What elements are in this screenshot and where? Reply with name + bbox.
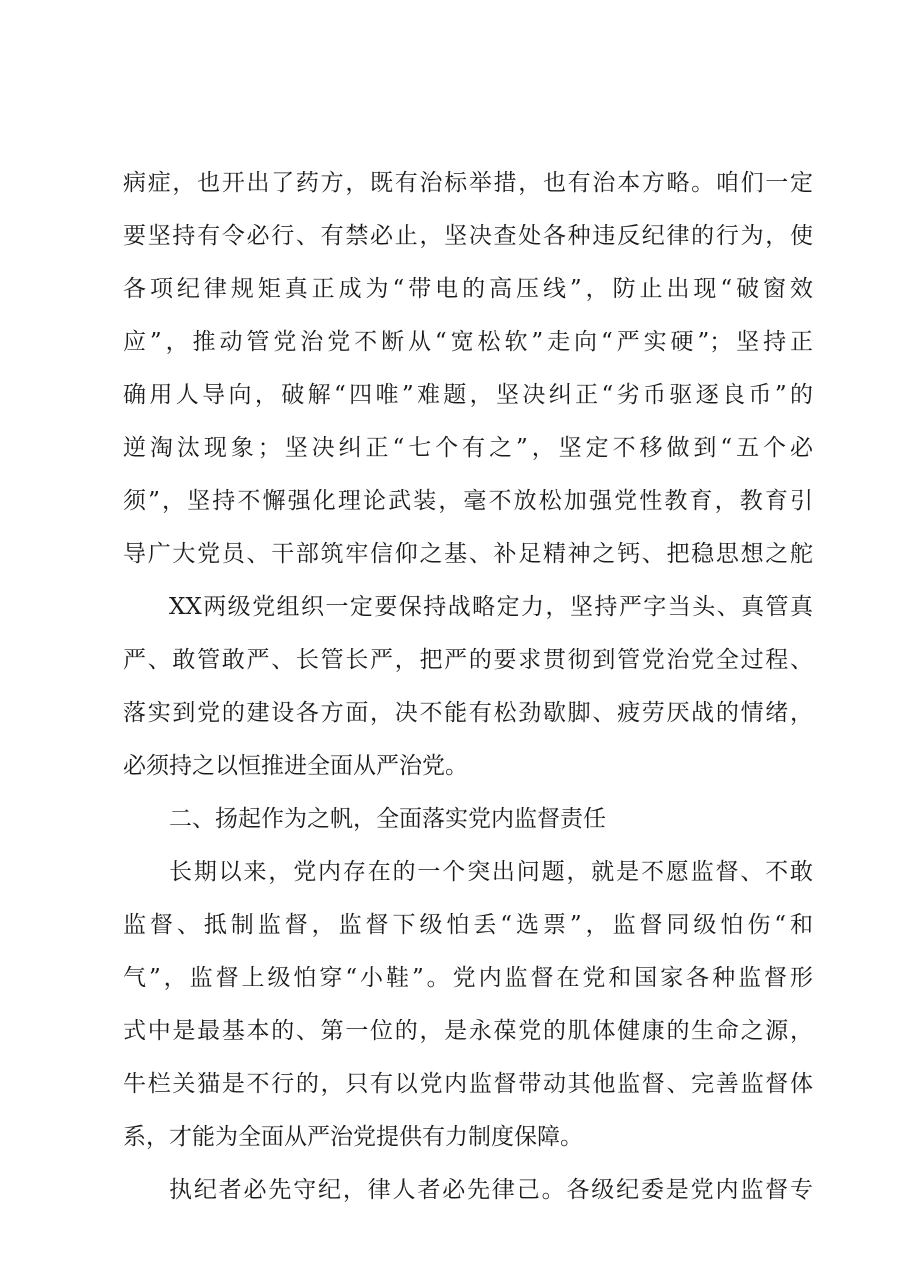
text-line: 导广大党员、干部筑牢信仰之基、补足精神之钙、把稳思想之舵: [123, 541, 813, 567]
text-line: 病症，也开出了药方，既有治标举措，也有治本方略。咱们一定: [123, 170, 813, 196]
paragraph-first-line: XX两级党组织一定要保持战略定力，坚持严字当头、真管真: [169, 594, 813, 620]
section-heading: 二、扬起作为之帆，全面落实党内监督责任: [169, 806, 606, 832]
text-line: 落实到党的建设各方面，决不能有松劲歇脚、疲劳厌战的情绪，: [123, 700, 813, 726]
text-line: 逆淘汰现象；坚决纠正“七个有之”，坚定不移做到“五个必: [123, 435, 813, 461]
text-line: 严、敢管敢严、长管长严，把严的要求贯彻到管党治党全过程、: [123, 647, 813, 673]
text-line: 确用人导向，破解“四唯”难题，坚决纠正“劣币驱逐良币”的: [123, 382, 813, 408]
text-line: 须”，坚持不懈强化理论武装，毫不放松加强党性教育，教育引: [123, 488, 813, 514]
paragraph-last-line: 必须持之以恒推进全面从严治党。: [123, 753, 468, 779]
text-line: 气”，监督上级怕穿“小鞋”。党内监督在党和国家各种监督形: [123, 965, 813, 991]
paragraph-first-line: 长期以来，党内存在的一个突出问题，就是不愿监督、不敢: [169, 859, 813, 885]
text-line: 各项纪律规矩真正成为“带电的高压线”，防止出现“破窗效: [123, 276, 813, 302]
text-line: 要坚持有令必行、有禁必止，坚决查处各种违反纪律的行为，使: [123, 223, 813, 249]
text-line: 牛栏关猫是不行的，只有以党内监督带动其他监督、完善监督体: [123, 1071, 813, 1097]
text-line: 式中是最基本的、第一位的，是永葆党的肌体健康的生命之源，: [123, 1018, 813, 1044]
text-line: 监督、抵制监督，监督下级怕丢“选票”，监督同级怕伤“和: [123, 912, 813, 938]
paragraph-first-line: 执纪者必先守纪，律人者必先律己。各级纪委是党内监督专: [169, 1177, 813, 1203]
text-line: 应”，推动管党治党不断从“宽松软”走向“严实硬”；坚持正: [123, 329, 813, 355]
paragraph-last-line: 系，才能为全面从严治党提供有力制度保障。: [123, 1124, 583, 1150]
